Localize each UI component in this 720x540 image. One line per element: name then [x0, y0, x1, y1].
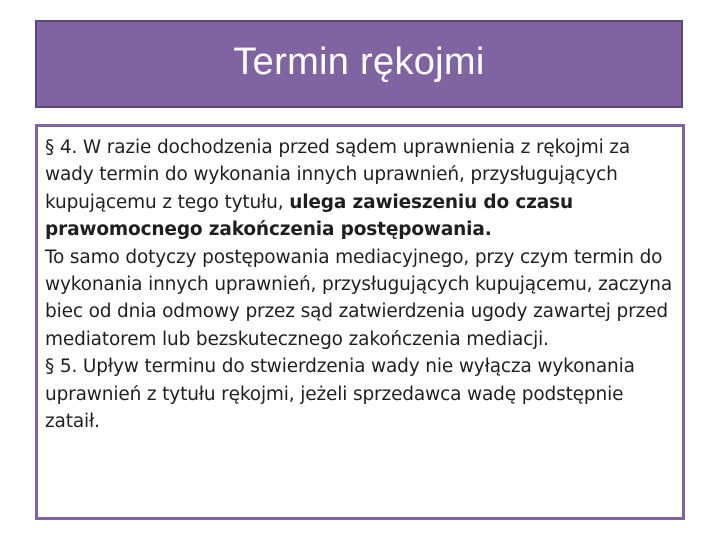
paragraph-mediation: To samo dotyczy postępowania mediacyjnego, przy czym termin do wykonania innych uprawnień, przysługujących kupującemu, zaczyna biec od dnia odmowy przez sąd zatwierdzenia ugody zawartej przed mediatorem lub bezskutecznego zakończenia mediacji.	[45, 246, 673, 350]
paragraph-section-4-text: § 4. W razie dochodzenia przed sądem uprawnienia z rękojmi za wady termin do wykonania innych uprawnień, przysługujących kupującemu z tego tytułu,	[45, 137, 631, 213]
title-banner	[35, 20, 683, 108]
paragraph-section-5: § 5. Upływ terminu do stwierdzenia wady nie wyłącza wykonania uprawnień z tytułu rękojmi, jeżeli sprzedawca wadę podstępnie zataił.	[45, 356, 635, 433]
paragraph-section-4	[45, 134, 674, 244]
slide-title: Termin rękojmi	[233, 40, 485, 83]
content-box	[35, 124, 685, 520]
paragraph-section-4-emphasis: ulega zawieszeniu do czasu prawomocnego zakończenia postępowania.	[45, 191, 574, 241]
